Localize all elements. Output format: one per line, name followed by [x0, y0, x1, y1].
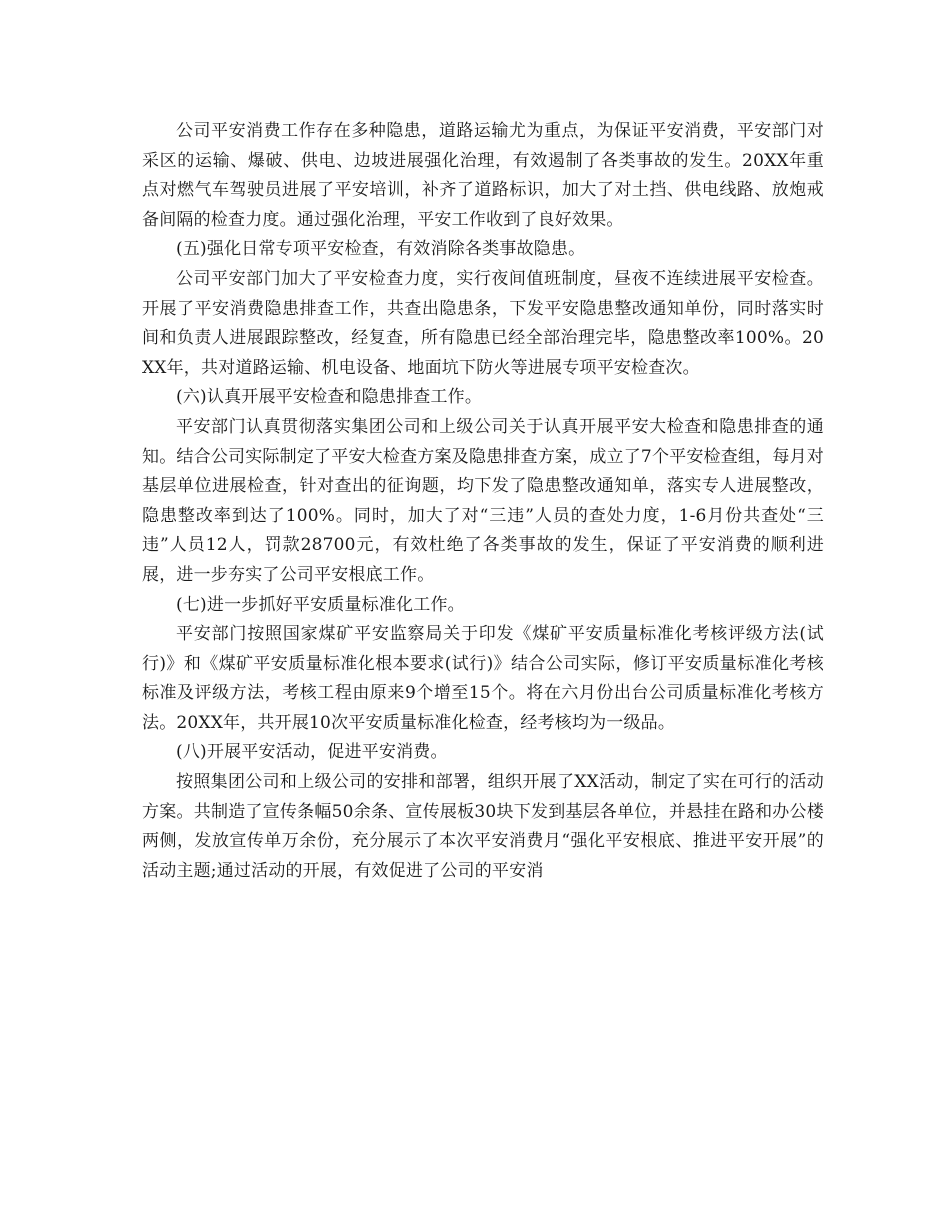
section-heading-8: (八)开展平安活动，促进平安消费。: [176, 742, 448, 763]
paragraph-safety-activity: 按照集团公司和上级公司的安排和部署，组织开展了XX活动，制定了实在可行的活动方案。共制造了宣传条幅50余条、宣传展板30块下发到基层各单位，并悬挂在路和办公楼两侧，发放宣传单万余份，充分展示了本次平安消费月“强化平安根底、推进平安开展”的活动主题;通过活动的开展，有效促进了公司的平安消: [142, 772, 824, 881]
paragraph-road-safety: 公司平安消费工作存在多种隐患，道路运输尤为重点，为保证平安消费，平安部门对采区的运输、爆破、供电、边坡进展强化治理，有效遏制了各类事故的发生。20XX年重点对燃气车驾驶员进展了平安培训，补齐了道路标识，加大了对土挡、供电线路、放炮戒备间隔的检查力度。通过强化治理，平安工作收到了良好效果。: [142, 121, 824, 230]
paragraph-daily-inspection: 公司平安部门加大了平安检查力度，实行夜间值班制度，昼夜不连续进展平安检查。开展了平安消费隐患排查工作，共查出隐患条，下发平安隐患整改通知单份，同时落实时间和负责人进展跟踪整改，经复查，所有隐患已经全部治理完毕，隐患整改率100%。20XX年，共对道路运输、机电设备、地面坑下防火等进展专项平安检查次。: [142, 268, 824, 378]
document-body: [142, 117, 824, 886]
paragraph-quality-standard: 平安部门按照国家煤矿平安监察局关于印发《煤矿平安质量标准化考核评级方法(试行)》和《煤矿平安质量标准化根本要求(试行)》结合公司实际，修订平安质量标准化考核标准及评级方法，考核工程由原来9个增至15个。将在六月份出台公司质量标准化考核方法。20XX年，共开展10次平安质量标准化检查，经考核均为一级品。: [142, 624, 824, 733]
section-heading-5: (五)强化日常专项平安检查，有效消除各类事故隐患。: [176, 239, 586, 260]
paragraph-hazard-check: 平安部门认真贯彻落实集团公司和上级公司关于认真开展平安大检查和隐患排查的通知。结合公司实际制定了平安大检查方案及隐患排查方案，成立了7个平安检查组，每月对基层单位进展检查，针对查出的征询题，均下发了隐患整改通知单，落实专人进展整改，隐患整改率到达了100%。同时，加大了对“三违”人员的查处力度，1-6月份共查处“三违”人员12人，罚款28700元，有效杜绝了各类事故的发生，保证了平安消费的顺利进展，进一步夯实了公司平安根底工作。: [142, 416, 824, 585]
section-heading-7: (七)进一步抓好平安质量标准化工作。: [176, 594, 465, 615]
section-heading-6: (六)认真开展平安检查和隐患排查工作。: [176, 387, 483, 408]
